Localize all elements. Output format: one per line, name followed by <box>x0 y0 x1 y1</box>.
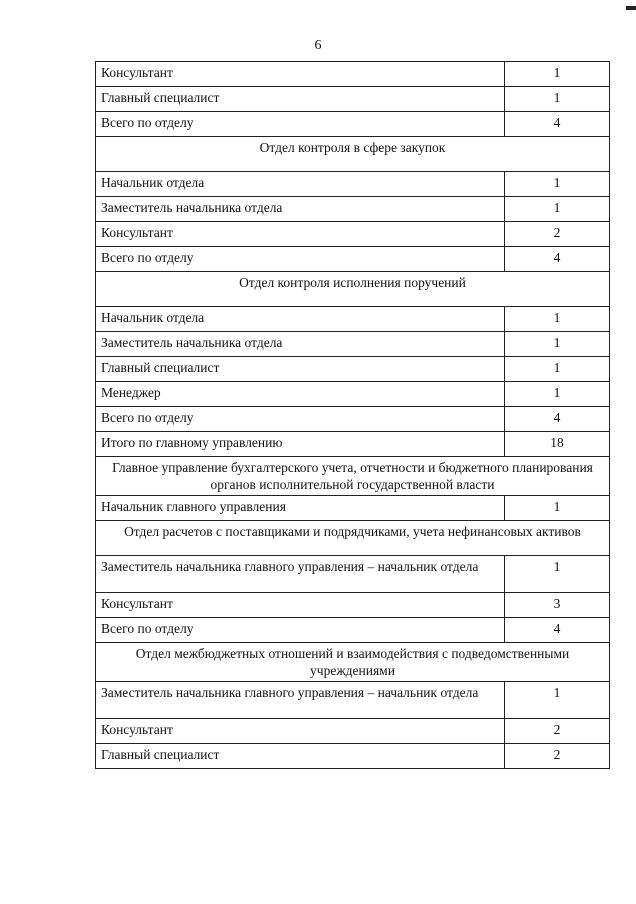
table-row <box>96 112 610 137</box>
section-title: Отдел контроля исполнения поручений <box>96 272 610 307</box>
count-cell: 1 <box>505 87 610 112</box>
count-cell: 1 <box>505 332 610 357</box>
table-row <box>96 172 610 197</box>
table-row <box>96 432 610 457</box>
count-cell: 1 <box>505 682 610 719</box>
position-cell: Начальник отдела <box>96 172 505 197</box>
position-cell: Итого по главному управлению <box>96 432 505 457</box>
position-cell: Начальник главного управления <box>96 496 505 521</box>
staffing-table-body <box>96 62 610 769</box>
table-row <box>96 87 610 112</box>
position-cell: Консультант <box>96 593 505 618</box>
position-cell: Заместитель начальника главного управления – начальник отдела <box>96 682 505 719</box>
section-header-row <box>96 272 610 307</box>
section-title: Отдел межбюджетных отношений и взаимодействия с подведомственными учреждениями <box>96 643 610 682</box>
count-cell: 18 <box>505 432 610 457</box>
section-header-row <box>96 643 610 682</box>
position-cell: Главный специалист <box>96 357 505 382</box>
scan-artifact <box>626 6 636 10</box>
count-cell: 1 <box>505 62 610 87</box>
position-cell: Консультант <box>96 222 505 247</box>
position-cell: Консультант <box>96 719 505 744</box>
staffing-table <box>95 61 610 769</box>
table-row <box>96 332 610 357</box>
page-number: 6 <box>314 38 322 53</box>
table-row <box>96 197 610 222</box>
table-row <box>96 719 610 744</box>
position-cell: Заместитель начальника отдела <box>96 332 505 357</box>
section-header-row <box>96 137 610 172</box>
position-cell: Всего по отделу <box>96 407 505 432</box>
count-cell: 1 <box>505 556 610 593</box>
position-cell: Менеджер <box>96 382 505 407</box>
section-title: Отдел контроля в сфере закупок <box>96 137 610 172</box>
count-cell: 2 <box>505 719 610 744</box>
position-cell: Главный специалист <box>96 744 505 769</box>
position-cell: Консультант <box>96 62 505 87</box>
count-cell: 4 <box>505 247 610 272</box>
table-row <box>96 222 610 247</box>
count-cell: 4 <box>505 407 610 432</box>
section-header-row <box>96 457 610 496</box>
position-cell: Главный специалист <box>96 87 505 112</box>
count-cell: 1 <box>505 307 610 332</box>
table-row <box>96 618 610 643</box>
table-row <box>96 307 610 332</box>
count-cell: 1 <box>505 197 610 222</box>
count-cell: 1 <box>505 496 610 521</box>
position-cell: Всего по отделу <box>96 247 505 272</box>
count-cell: 4 <box>505 112 610 137</box>
count-cell: 2 <box>505 744 610 769</box>
section-header-row <box>96 521 610 556</box>
count-cell: 4 <box>505 618 610 643</box>
count-cell: 2 <box>505 222 610 247</box>
position-cell: Начальник отдела <box>96 307 505 332</box>
position-cell: Заместитель начальника отдела <box>96 197 505 222</box>
count-cell: 3 <box>505 593 610 618</box>
count-cell: 1 <box>505 172 610 197</box>
table-row <box>96 556 610 593</box>
count-cell: 1 <box>505 382 610 407</box>
table-row <box>96 62 610 87</box>
table-row <box>96 593 610 618</box>
section-title: Главное управление бухгалтерского учета, отчетности и бюджетного планирования органов исполнительной государственной власти <box>96 457 610 496</box>
table-row <box>96 247 610 272</box>
table-row <box>96 407 610 432</box>
position-cell: Всего по отделу <box>96 112 505 137</box>
table-row <box>96 382 610 407</box>
table-row <box>96 744 610 769</box>
table-row <box>96 682 610 719</box>
position-cell: Заместитель начальника главного управления – начальник отдела <box>96 556 505 593</box>
table-row <box>96 496 610 521</box>
table-row <box>96 357 610 382</box>
position-cell: Всего по отделу <box>96 618 505 643</box>
count-cell: 1 <box>505 357 610 382</box>
section-title: Отдел расчетов с поставщиками и подрядчиками, учета нефинансовых активов <box>96 521 610 556</box>
